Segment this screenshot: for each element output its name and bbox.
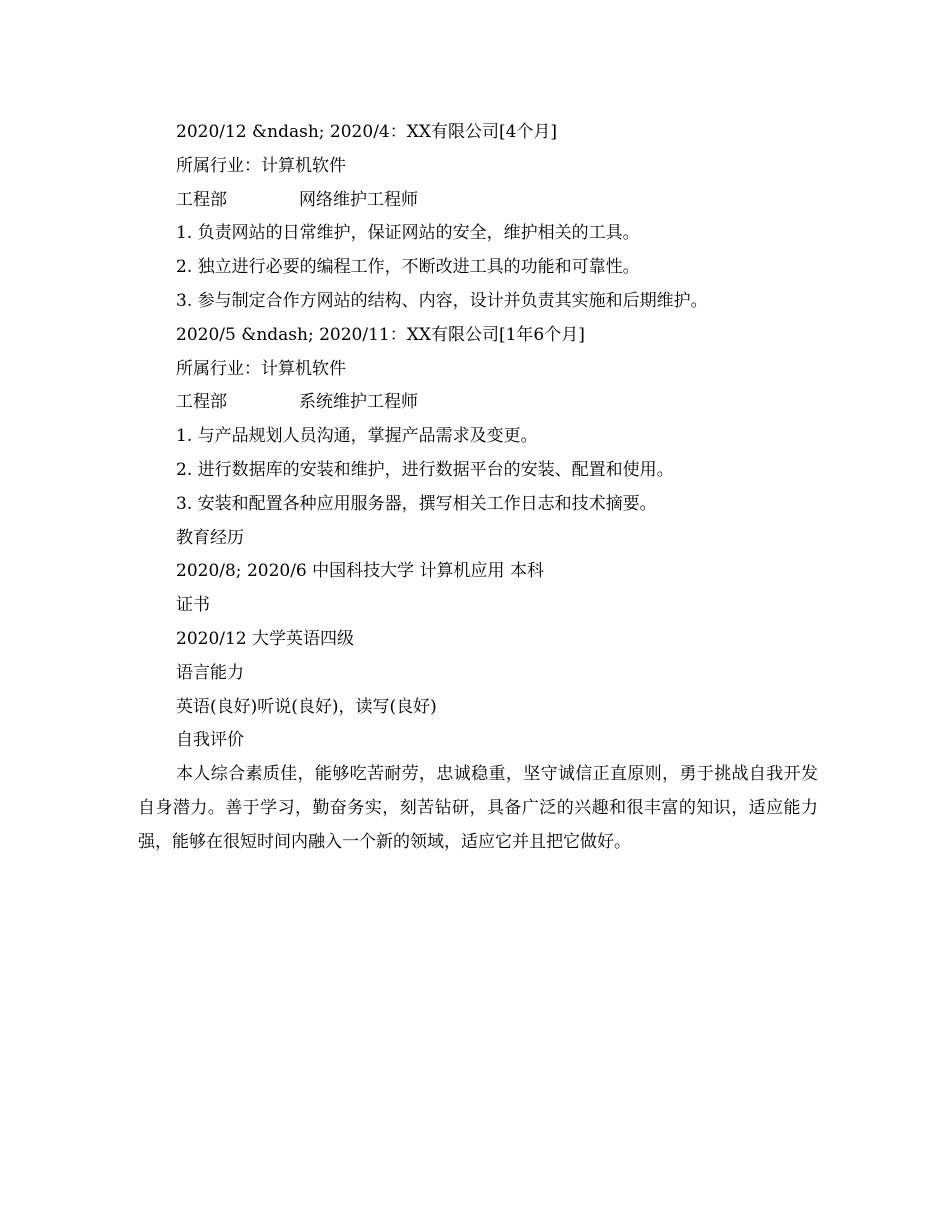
resume-content [138, 116, 818, 860]
self-evaluation-heading: 自我评价 [176, 730, 244, 751]
language-heading: 语言能力 [176, 662, 244, 683]
job-duty: 3. 参与制定合作方网站的结构、内容，设计并负责其实施和后期维护。 [176, 290, 708, 311]
education-entry: 2020/8; 2020/6 中国科技大学 计算机应用 本科 [176, 561, 544, 582]
job-period-line: 2020/12 &ndash; 2020/4：XX有限公司[4个月] [176, 122, 558, 142]
job-duty: 2. 独立进行必要的编程工作，不断改进工具的功能和可靠性。 [176, 257, 640, 278]
job-industry-line: 所属行业：计算机软件 [176, 155, 346, 176]
job-duty: 2. 进行数据库的安装和维护，进行数据平台的安装、配置和使用。 [176, 459, 674, 480]
job-duty: 1. 负责网站的日常维护，保证网站的安全，维护相关的工具。 [176, 223, 640, 244]
job-duty: 3. 安装和配置各种应用服务器，撰写相关工作日志和技术摘要。 [176, 493, 657, 514]
job-role-line [138, 386, 818, 420]
job-duty: 1. 与产品规划人员沟通，掌握产品需求及变更。 [176, 426, 538, 447]
certificate-entry: 2020/12 大学英语四级 [176, 628, 355, 649]
job-position: 系统维护工程师 [299, 392, 418, 413]
self-evaluation-text: 本人综合素质佳，能够吃苦耐劳，忠诚稳重，坚守诚信正直原则，勇于挑战自我开发自身潜力。善于学习，勤奋务实，刻苦钻研，具备广泛的兴趣和很丰富的知识，适应能力强，能够在很短时间内融入一个新的领域，适应它并且把它做好。 [138, 764, 818, 852]
job-position: 网络维护工程师 [299, 189, 418, 210]
job-department: 工程部 [176, 189, 227, 210]
job-period-line: 2020/5 &ndash; 2020/11：XX有限公司[1年6个月] [176, 324, 585, 345]
job-role-line [138, 184, 818, 218]
job-industry-line: 所属行业：计算机软件 [176, 358, 346, 379]
language-entry: 英语(良好)听说(良好)，读写(良好) [176, 696, 437, 717]
education-heading: 教育经历 [176, 527, 244, 548]
certificates-heading: 证书 [176, 595, 210, 616]
job-department: 工程部 [176, 392, 227, 413]
